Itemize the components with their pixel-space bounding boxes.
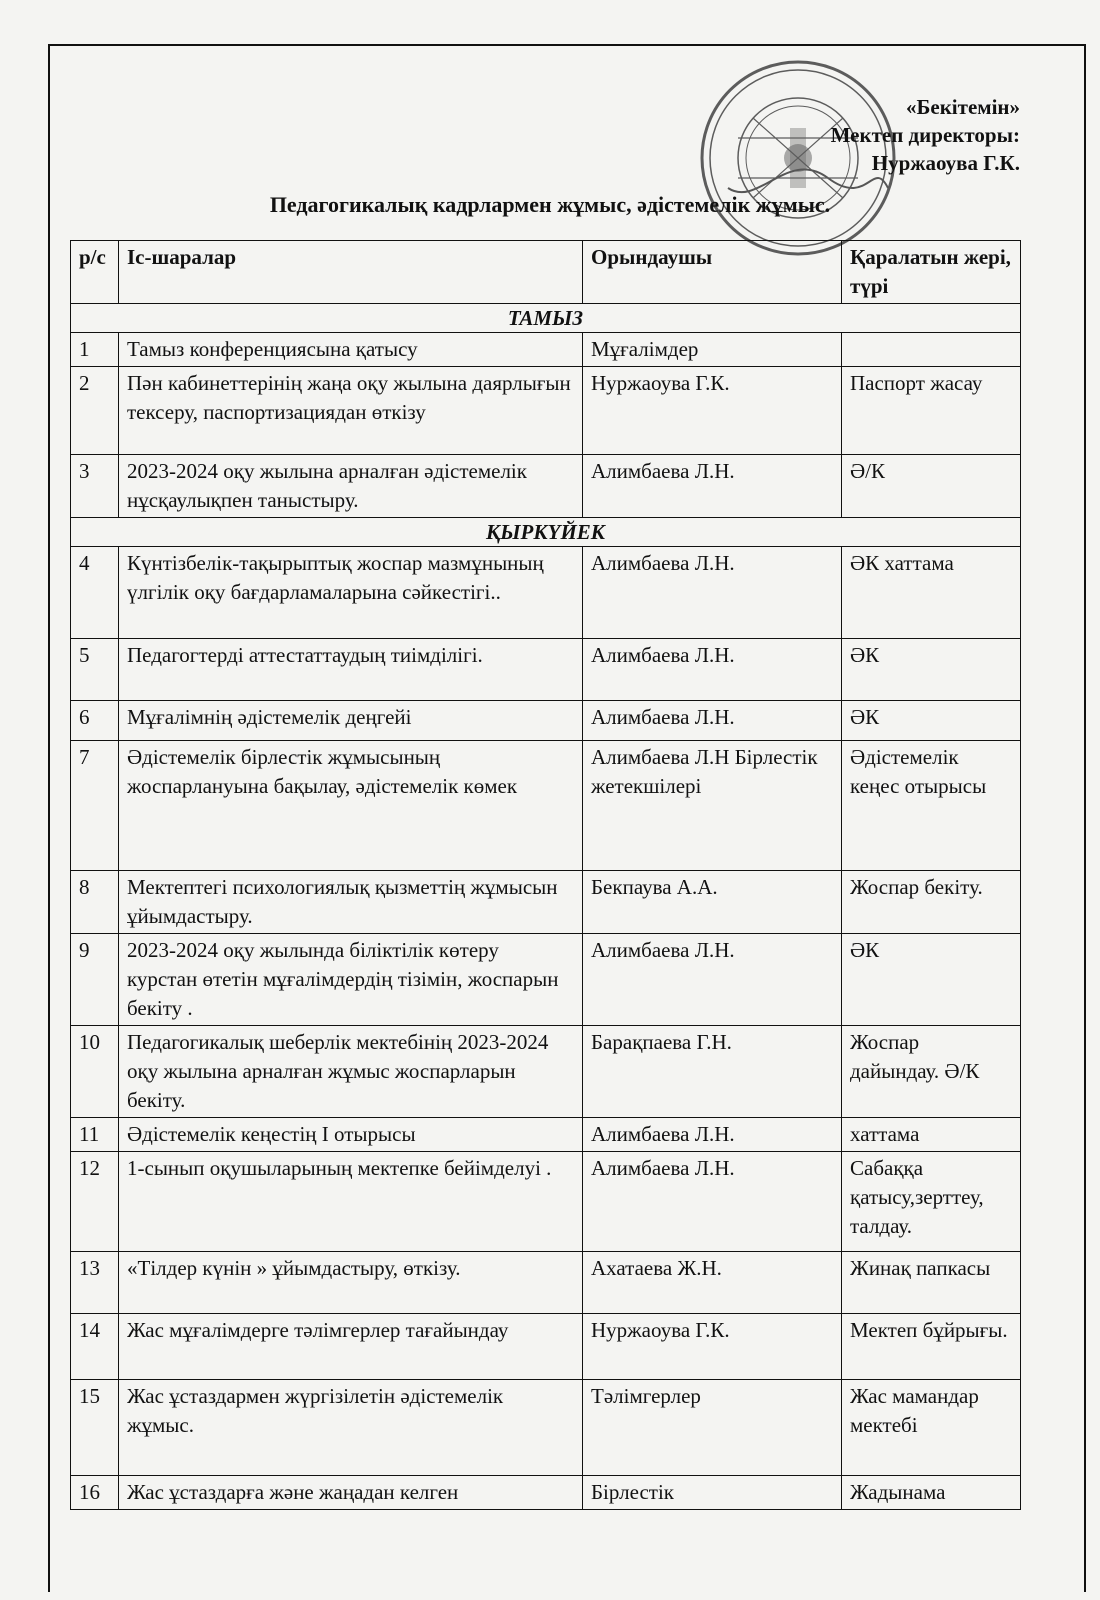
header-executor: Орындаушы (583, 241, 842, 304)
row-executor: Алимбаева Л.Н. (583, 639, 842, 701)
approval-line-approve: «Бекітемін» (905, 95, 1020, 119)
row-event: Пән кабинеттерінің жаңа оқу жылына даярлығын тексеру, паспортизациядан өткізу (119, 367, 583, 455)
row-num: 3 (71, 455, 119, 518)
row-event: Жас ұстаздармен жүргізілетін әдістемелік жұмыс. (119, 1380, 583, 1476)
row-place: Жоспар бекіту. (842, 871, 1021, 934)
row-num: 10 (71, 1026, 119, 1118)
row-place: ӘК (842, 934, 1021, 1026)
row-event: Мұғалімнің әдістемелік деңгейі (119, 701, 583, 741)
row-executor: Алимбаева Л.Н. (583, 547, 842, 639)
table-row (71, 455, 1021, 518)
row-executor: Барақпаева Г.Н. (583, 1026, 842, 1118)
table-row (71, 934, 1021, 1026)
row-event: Әдістемелік кеңестің І отырысы (119, 1118, 583, 1152)
row-place: Мектеп бұйрығы. (842, 1314, 1021, 1380)
row-executor: Алимбаева Л.Н. (583, 1152, 842, 1252)
row-executor: Алимбаева Л.Н. (583, 455, 842, 518)
row-num: 13 (71, 1252, 119, 1314)
row-place (842, 333, 1021, 367)
row-place: ӘК хаттама (842, 547, 1021, 639)
row-event: Күнтізбелік-тақырыптық жоспар мазмұнының үлгілік оқу бағдарламаларына сәйкестігі.. (119, 547, 583, 639)
month-row-august (71, 304, 1021, 333)
header-event: Іс-шаралар (119, 241, 583, 304)
table-row (71, 1380, 1021, 1476)
row-executor: Алимбаева Л.Н. (583, 934, 842, 1026)
month-label: ҚЫРКҮЙЕК (71, 518, 1021, 547)
table-row (71, 547, 1021, 639)
table-row (71, 1152, 1021, 1252)
row-num: 5 (71, 639, 119, 701)
approval-line-name: Нуржаоува Г.К. (871, 151, 1020, 175)
row-place: Жоспар дайындау. Ә/К (842, 1026, 1021, 1118)
row-num: 7 (71, 741, 119, 871)
row-event: 1-сынып оқушыларының мектепке бейімделуі . (119, 1152, 583, 1252)
row-event: 2023-2024 оқу жылында біліктілік көтеру курстан өтетін мұғалімдердің тізімін, жоспарын бекіту . (119, 934, 583, 1026)
row-num: 16 (71, 1476, 119, 1510)
row-executor: Ахатаева Ж.Н. (583, 1252, 842, 1314)
table-row (71, 1118, 1021, 1152)
row-num: 2 (71, 367, 119, 455)
row-num: 15 (71, 1380, 119, 1476)
work-plan-table (70, 240, 1021, 1510)
row-place: ӘК (842, 639, 1021, 701)
table-row (71, 741, 1021, 871)
row-num: 11 (71, 1118, 119, 1152)
row-executor: Нуржаоува Г.К. (583, 1314, 842, 1380)
table-row (71, 1026, 1021, 1118)
row-event: Тамыз конференциясына қатысу (119, 333, 583, 367)
row-place: Сабаққа қатысу,зерттеу, талдау. (842, 1152, 1021, 1252)
row-executor: Алимбаева Л.Н. (583, 1118, 842, 1152)
month-row-september (71, 518, 1021, 547)
row-place: Ә/К (842, 455, 1021, 518)
row-place: Жас мамандар мектебі (842, 1380, 1021, 1476)
approval-line-position: Мектеп директоры: (830, 123, 1020, 147)
table-row (71, 1314, 1021, 1380)
row-num: 12 (71, 1152, 119, 1252)
month-label: ТАМЫЗ (71, 304, 1021, 333)
row-executor: Мұғалімдер (583, 333, 842, 367)
header-place: Қаралатын жері, түрі (842, 241, 1021, 304)
row-event: 2023-2024 оқу жылына арналған әдістемелік нұсқаулықпен таныстыру. (119, 455, 583, 518)
row-event: Педагогикалық шеберлік мектебінің 2023-2024 оқу жылына арналған жұмыс жоспарларын бекіту. (119, 1026, 583, 1118)
table-row (71, 1476, 1021, 1510)
table-row (71, 1252, 1021, 1314)
row-num: 14 (71, 1314, 119, 1380)
table-row (71, 871, 1021, 934)
approval-block (831, 93, 1020, 177)
row-event: Әдістемелік бірлестік жұмысының жоспарлануына бақылау, әдістемелік көмек (119, 741, 583, 871)
document-title: Педагогикалық кадрлармен жұмыс, әдістемелік жұмыс. (269, 192, 831, 217)
row-place: Жадынама (842, 1476, 1021, 1510)
table-row (71, 367, 1021, 455)
row-executor: Бекпаува А.А. (583, 871, 842, 934)
row-executor: Тәлімгерлер (583, 1380, 842, 1476)
row-num: 6 (71, 701, 119, 741)
row-executor: Бірлестік (583, 1476, 842, 1510)
row-num: 9 (71, 934, 119, 1026)
row-executor: Нуржаоува Г.К. (583, 367, 842, 455)
row-executor: Алимбаева Л.Н Бірлестік жетекшілері (583, 741, 842, 871)
row-num: 1 (71, 333, 119, 367)
row-place: хаттама (842, 1118, 1021, 1152)
row-place: Жинақ папкасы (842, 1252, 1021, 1314)
row-event: Жас ұстаздарға және жаңадан келген (119, 1476, 583, 1510)
row-executor: Алимбаева Л.Н. (583, 701, 842, 741)
row-place: Әдістемелік кеңес отырысы (842, 741, 1021, 871)
header-num: р/с (71, 241, 119, 304)
table-header-row (71, 241, 1021, 304)
row-num: 4 (71, 547, 119, 639)
row-event: «Тілдер күнін » ұйымдастыру, өткізу. (119, 1252, 583, 1314)
table-row (71, 333, 1021, 367)
row-place: ӘК (842, 701, 1021, 741)
row-event: Педагогтерді аттестаттаудың тиімділігі. (119, 639, 583, 701)
row-event: Мектептегі психологиялық қызметтің жұмысын ұйымдастыру. (119, 871, 583, 934)
table-row (71, 639, 1021, 701)
table-row (71, 701, 1021, 741)
row-place: Паспорт жасау (842, 367, 1021, 455)
row-num: 8 (71, 871, 119, 934)
row-event: Жас мұғалімдерге тәлімгерлер тағайындау (119, 1314, 583, 1380)
